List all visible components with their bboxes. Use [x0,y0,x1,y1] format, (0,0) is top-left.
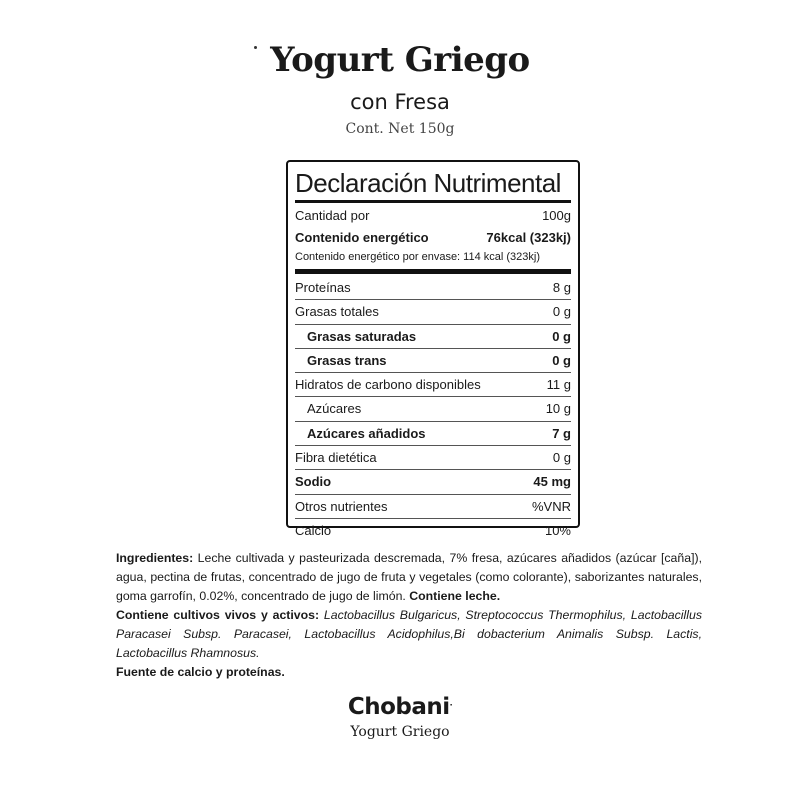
nutrient-value: 11 g [546,377,571,393]
brand-logo [0,694,800,720]
nutrient-label: Azúcares [307,401,362,417]
nutrient-label: Fibra dietética [295,450,377,466]
nutrient-row-azucares [295,397,571,421]
nutrient-row-grasas-totales [295,300,571,324]
nutrient-row-hidratos [295,373,571,397]
ingredients-label: Ingredientes: [116,551,194,565]
divider [295,200,571,203]
brand-product: Yogurt Griego [350,724,450,740]
net-content: Cont. Net 150g [345,121,455,137]
brand-name: Chobani [347,694,450,720]
nutrient-label: Grasas trans [307,352,387,368]
nutrient-value: 8 g [552,280,571,295]
nutrition-facts-panel [286,160,580,538]
energy-label: Contenido energético [295,230,429,245]
nutrient-row-azucares-anadidos [295,422,571,446]
energy-package: Contenido energético por envase: 114 kcal (323kj) [295,251,541,263]
serving-row [295,205,571,227]
nutrient-label: Grasas totales [295,304,379,320]
nutrient-row-sodio [295,470,571,494]
nutrient-value: 0 g [552,450,571,466]
nutrient-label: Hidratos de carbono disponibles [295,377,481,393]
ingredients-block [116,549,702,682]
divider-heavy [295,269,571,274]
nutrient-value: %VNR [531,498,571,514]
energy-row [295,227,571,249]
nutrient-row-otros [295,495,571,519]
nutrient-row-calcio [295,519,571,542]
cultures-text: Lactobacillus Bulgaricus, Streptococcus Thermophilus, Lactobacillus Paracasei Subsp. Paracasei, Lactobacillus Acidophilus,Bi dobacterium Animalis Subsp. Lactis, Lactobacillus Rhamnosus. [116,608,702,660]
ingredients-text: Leche cultivada y pasteurizada descremada, 7% fresa, azúcares añadidos (azúcar [caña]), agua, pectina de frutas, concentrado de jugo de fruta y vegetales (como colorante), saborizantes naturales, goma garrofín, 0.02%, concentrado de jugo de limón. [116,551,702,603]
energy-value: 76kcal (323kj) [486,230,571,245]
nutrient-value: 10 g [545,401,571,417]
serving-label: Cantidad por [295,208,370,223]
nutrition-title: Declaración Nutrimental [295,168,561,198]
nutrient-label: Azúcares añadidos [307,425,426,441]
product-flavor: con Fresa [350,90,450,114]
energy-package-row [295,249,571,266]
ingredients-footer: Fuente de calcio y proteínas. [116,665,285,679]
cultures-label: Contiene cultivos vivos y activos: [116,608,320,622]
nutrient-label: Sodio [295,474,332,490]
nutrient-value: 7 g [552,425,571,441]
serving-value: 100g [542,208,571,223]
brand-mark: . [449,698,453,708]
nutrient-value: 45 mg [533,474,571,490]
nutrient-value: 0 g [552,328,571,344]
nutrient-value: 0 g [552,352,571,368]
nutrient-label: Proteínas [295,280,351,295]
product-title: Yogurt Griego [270,40,530,80]
nutrient-value: 10% [544,522,571,538]
nutrient-label: Grasas saturadas [307,328,417,344]
nutrient-label: Calcio [295,522,332,538]
nutrient-label: Otros nutrientes [295,498,388,514]
nutrient-row-fibra [295,446,571,470]
nutrient-row-grasas-saturadas [295,325,571,349]
nutrient-row-grasas-trans [295,349,571,373]
allergen-text: Contiene leche. [405,589,501,603]
nutrient-value: 0 g [552,304,571,320]
nutrient-row-proteinas [295,276,571,300]
